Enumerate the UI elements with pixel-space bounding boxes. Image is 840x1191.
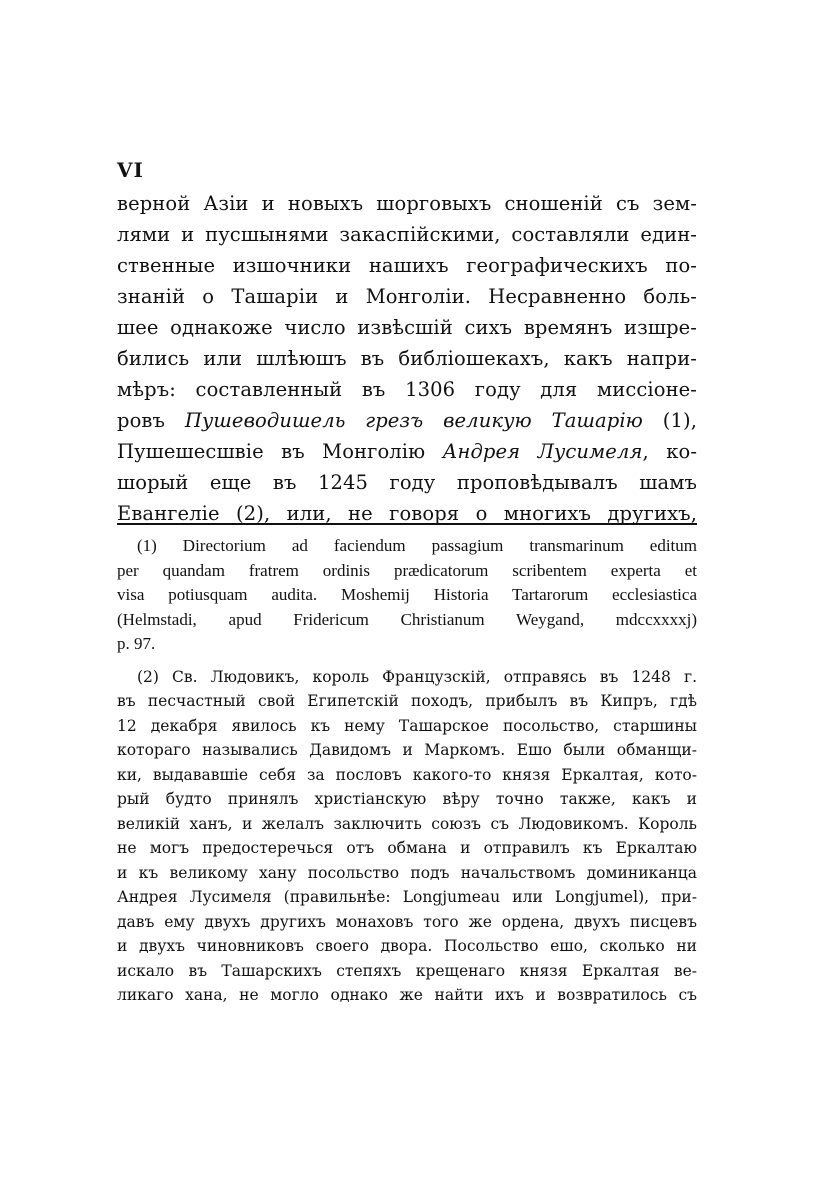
footnotes bbox=[117, 534, 697, 1008]
main-text-line: верной Азіи и новыхъ шорговыхъ сношеній съ зем- bbox=[117, 192, 697, 215]
footnote-line: рый будто принялъ христіанскую вѣру точно также, какъ и bbox=[117, 790, 697, 808]
footnote-line: ки, выдававшіе себя за пословъ какого-то князя Еркалтая, кото- bbox=[117, 765, 697, 784]
footnote-line: per quandam fratrem ordinis prædicatorum scribentem experta et bbox=[117, 560, 697, 580]
main-text-line: лями и пусшынями закаспійскими, составляли един- bbox=[117, 223, 697, 246]
book-title-itinerary: Пушеводишель грезъ великую Ташарію bbox=[184, 409, 643, 432]
footnote-line: ликаго хана, не могло однако же найти ихъ и возвратилось съ bbox=[117, 986, 697, 1004]
main-text-line: шорый еще въ 1245 году проповѣдывалъ шамъ bbox=[117, 471, 697, 494]
footnote-line: и къ великому хану посольство подъ начальствомъ доминиканца bbox=[117, 863, 697, 882]
footnote-line: великій ханъ, и желалъ заключить союзъ съ Людовикомъ. Король bbox=[117, 814, 697, 833]
person-name-italic: Андрея Лусимеля bbox=[442, 440, 643, 463]
main-text-line: Евангеліе (2), или, не говоря о многихъ другихъ, bbox=[117, 502, 697, 525]
footnote-line: давъ ему двухъ другихъ монаховъ того же ордена, двухъ писцевъ bbox=[117, 912, 697, 931]
main-text-line: бились или шлѣюшъ въ библіошекахъ, какъ напри- bbox=[117, 347, 697, 370]
main-text-line bbox=[117, 405, 697, 436]
footnote-line: Андрея Лусимеля (правильнѣе: Longjumeau или Longjumel), при- bbox=[117, 888, 697, 906]
main-text-line: знаній о Ташаріи и Монголіи. Несравненно боль- bbox=[117, 285, 697, 308]
main-text-line: ственные изшочники нашихъ географическихъ по- bbox=[117, 254, 697, 277]
footnote-1 bbox=[117, 534, 697, 657]
footnote-line: и двухъ чиновниковъ своего двора. Посольство ешо, сколько ни bbox=[117, 937, 697, 955]
footnote-line: (Helmstadi, apud Fridericum Christianum Weygand, mdccxxxxj) bbox=[117, 609, 697, 629]
footnote-line: котораго назывались Давидомъ и Маркомъ. Ешо были обманщи- bbox=[117, 741, 697, 759]
footnote-line: p. 97. bbox=[117, 634, 156, 653]
footnote-line: искало въ Ташарскихъ степяхъ крещенаго князя Еркалтая ве- bbox=[117, 961, 697, 980]
footnote-line: (2) Св. Людовикъ, король Французскій, отправясь въ 1248 г. bbox=[137, 667, 697, 686]
footnote-line: не могъ предостеречься отъ обмана и отправилъ къ Еркалтаю bbox=[117, 839, 697, 857]
main-text-fragment: ровъ bbox=[117, 409, 185, 432]
main-text-line bbox=[117, 436, 697, 467]
main-text-fragment: Пушешесшвіе въ Монголію bbox=[117, 440, 443, 463]
footnote-gap bbox=[117, 657, 697, 665]
footnote-ref-1: (1), bbox=[642, 409, 697, 432]
footnote-divider bbox=[117, 523, 697, 525]
footnote-line: въ песчастный свой Египетскій походъ, прибылъ въ Кипръ, гдѣ bbox=[117, 692, 697, 710]
main-text bbox=[117, 188, 697, 529]
footnote-2 bbox=[117, 665, 697, 1008]
main-text-fragment: , ко- bbox=[642, 440, 697, 463]
footnote-line: (1) Directorium ad faciendum passagium transmarinum editum bbox=[137, 536, 697, 555]
footnote-line: visa potiusquam audita. Moshemij Historia Tartarorum ecclesiastica bbox=[117, 585, 697, 604]
footnote-line: 12 декабря явилось къ нему Ташарское посольство, старшины bbox=[117, 716, 697, 735]
main-text-line: шее однакоже число извѣсшій сихъ времянъ изшре- bbox=[117, 316, 697, 339]
main-text-line: мѣръ: составленный въ 1306 году для миссіоне- bbox=[117, 378, 697, 401]
page-number: VI bbox=[117, 158, 144, 182]
